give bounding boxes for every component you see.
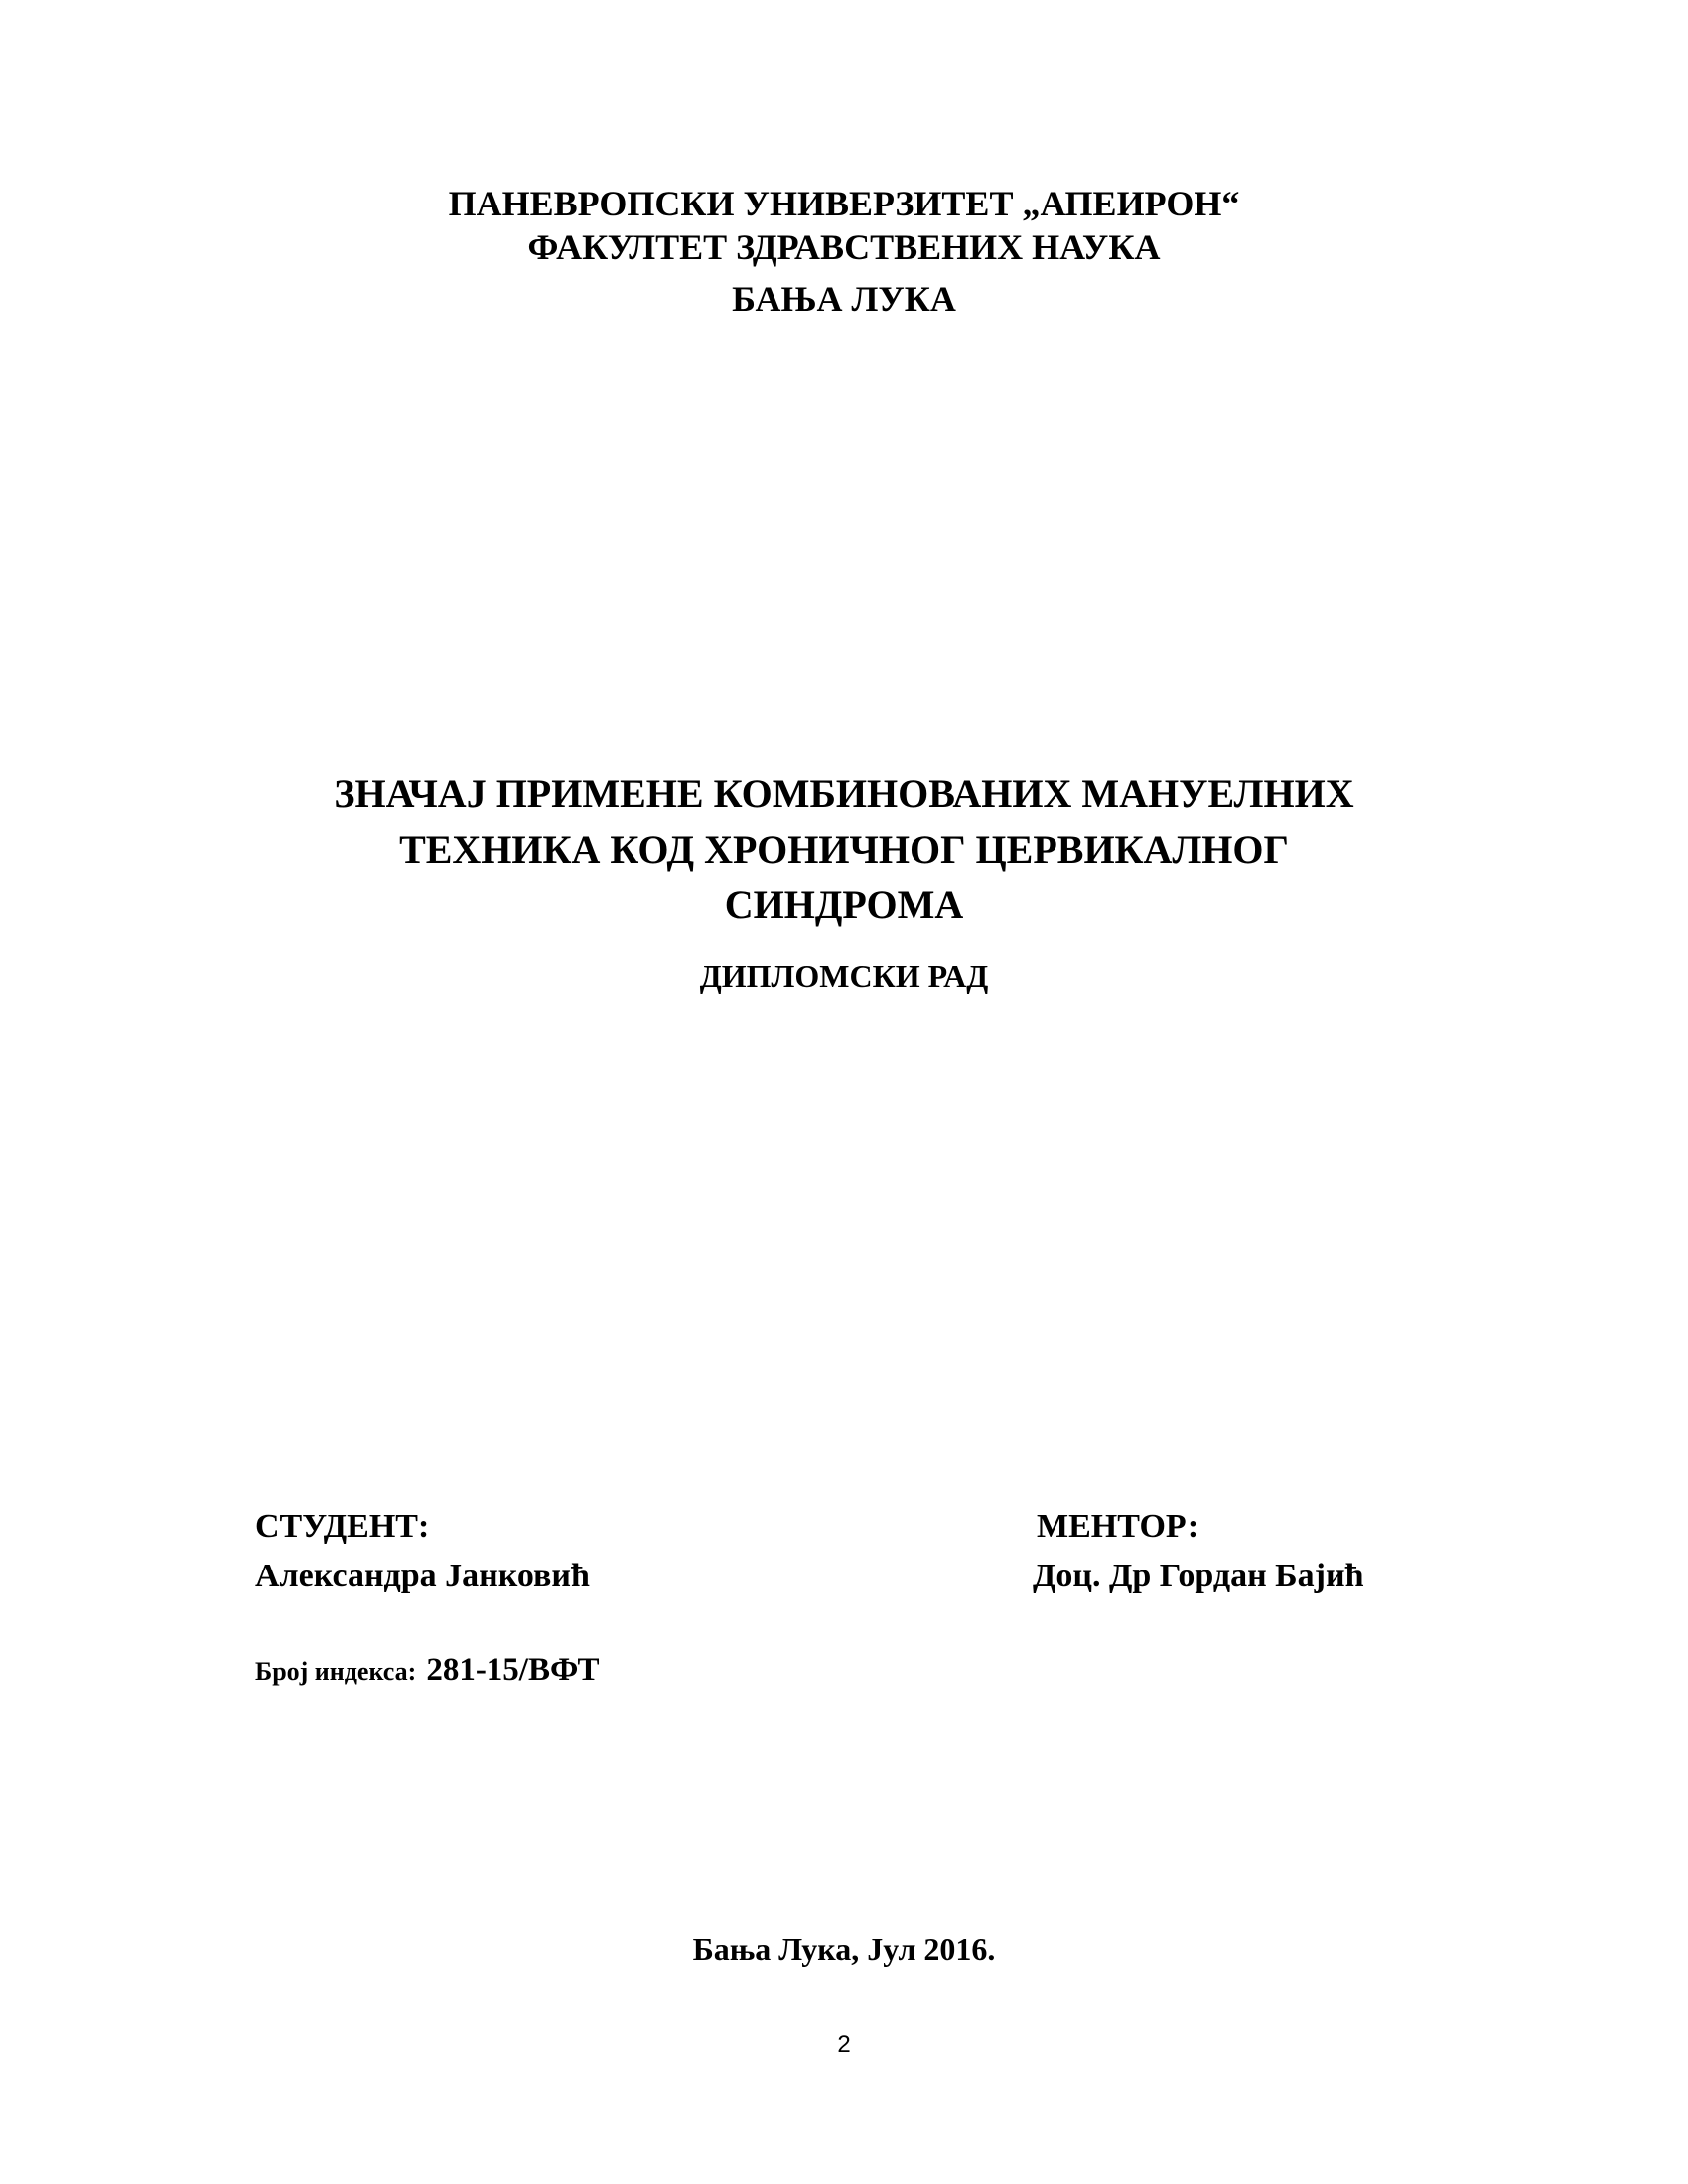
university-name: ПАНЕВРОПСКИ УНИВЕРЗИТЕТ „АПЕИРОН“ — [448, 184, 1240, 223]
student-name: Александра Јанковић — [255, 1558, 590, 1594]
student-heading: СТУДЕНТ: — [255, 1508, 430, 1545]
thesis-title-line-3: СИНДРОМА — [724, 883, 964, 927]
thesis-title — [0, 766, 1688, 933]
thesis-type: ДИПЛОМСКИ РАД — [699, 958, 989, 994]
thesis-title-line-1: ЗНАЧАЈ ПРИМЕНЕ КОМБИНОВАНИХ МАНУЕЛНИХ — [334, 771, 1354, 816]
mentor-name: Доц. Др Гордан Бајић — [1033, 1558, 1364, 1594]
place-and-date: Бања Лука, Јул 2016. — [692, 1931, 996, 1967]
index-number-value: 281-15/ВФТ — [426, 1652, 600, 1688]
faculty-name: ФАКУЛТЕТ ЗДРАВСТВЕНИХ НАУКА — [527, 227, 1161, 267]
index-number-label: Број индекса: — [255, 1657, 417, 1686]
mentor-heading: МЕНТОР: — [1037, 1508, 1199, 1545]
thesis-title-line-2: ТЕХНИКА КОД ХРОНИЧНОГ ЦЕРВИКАЛНОГ — [399, 827, 1289, 872]
page-number: 2 — [837, 2031, 851, 2058]
index-number-row — [255, 1652, 600, 1689]
city-name: БАЊА ЛУКА — [732, 279, 956, 319]
university-header — [0, 182, 1688, 321]
